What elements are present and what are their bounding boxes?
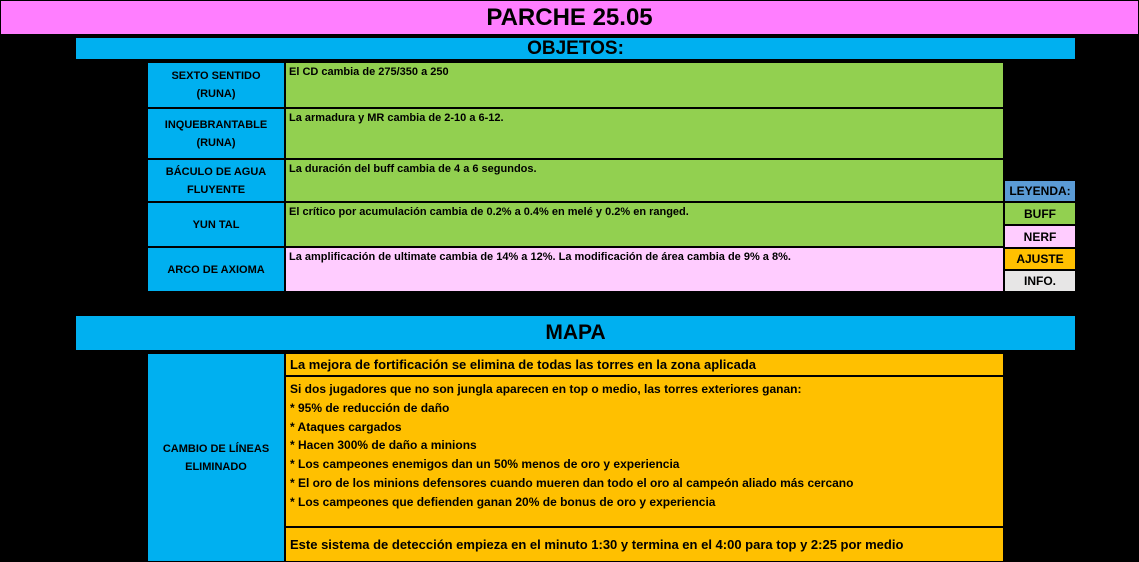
legend-info: INFO. <box>1004 270 1076 292</box>
name-line: FLUYENTE <box>186 183 246 196</box>
legend-title: LEYENDA: <box>1004 180 1076 202</box>
list-item: * Ataques cargados <box>290 419 402 434</box>
object-name-yun-tal <box>147 202 285 247</box>
name-line: ARCO DE AXIOMA <box>167 263 265 276</box>
name-line: (RUNA) <box>196 136 236 149</box>
object-name-sexto-sentido <box>147 62 285 108</box>
list-item: * 95% de reducción de daño <box>290 400 450 415</box>
list-item: * Hacen 300% de daño a minions <box>290 438 477 453</box>
name-line: (RUNA) <box>196 88 236 100</box>
name-line: BÁCULO DE AGUA <box>165 165 267 178</box>
legend-ajuste: AJUSTE <box>1004 248 1076 270</box>
map-change-name <box>147 353 285 562</box>
object-desc-inquebrantable: La armadura y MR cambia de 2-10 a 6-12. <box>285 108 1004 159</box>
name-line: ELIMINADO <box>185 460 247 473</box>
map-fortification-text: La mejora de fortificación se elimina de todas las torres en la zona aplicada <box>285 353 1004 376</box>
map-conditions-intro: Si dos jugadores que no son jungla aparecen en top o medio, las torres exteriores ganan: <box>290 382 802 396</box>
list-item: * El oro de los minions defensores cuando mueren dan todo el oro al campeón aliado más cercano <box>290 475 854 490</box>
page-title: PARCHE 25.05 <box>0 0 1139 35</box>
list-item: * Los campeones enemigos dan un 50% menos de oro y experiencia <box>290 457 680 472</box>
name-line: YUN TAL <box>192 218 240 231</box>
objects-header: OBJETOS: <box>75 37 1076 60</box>
map-detection-text: Este sistema de detección empieza en el minuto 1:30 y termina en el 4:00 para top y 2:25 por medio <box>285 527 1004 562</box>
legend-nerf: NERF <box>1004 225 1076 248</box>
object-desc-arco-axioma: La amplificación de ultimate cambia de 14% a 12%. La modificación de área cambia de 9% a 8%. <box>285 247 1004 292</box>
object-name-baculo <box>147 159 285 202</box>
legend-buff: BUFF <box>1004 202 1076 225</box>
name-line: SEXTO SENTIDO <box>171 70 261 82</box>
list-item: * Los campeones que defienden ganan 20% de bonus de oro y experiencia <box>290 494 716 509</box>
object-desc-yun-tal: El crítico por acumulación cambia de 0.2% a 0.4% en melé y 0.2% en ranged. <box>285 202 1004 247</box>
map-conditions-list <box>285 376 1004 527</box>
name-line: CAMBIO DE LÍNEAS <box>162 442 270 455</box>
object-name-arco-axioma <box>147 247 285 292</box>
object-name-inquebrantable <box>147 108 285 159</box>
map-header: MAPA <box>75 315 1076 351</box>
object-desc-baculo: La duración del buff cambia de 4 a 6 segundos. <box>285 159 1004 202</box>
object-desc-sexto-sentido: El CD cambia de 275/350 a 250 <box>285 62 1004 108</box>
name-line: INQUEBRANTABLE <box>164 118 268 131</box>
